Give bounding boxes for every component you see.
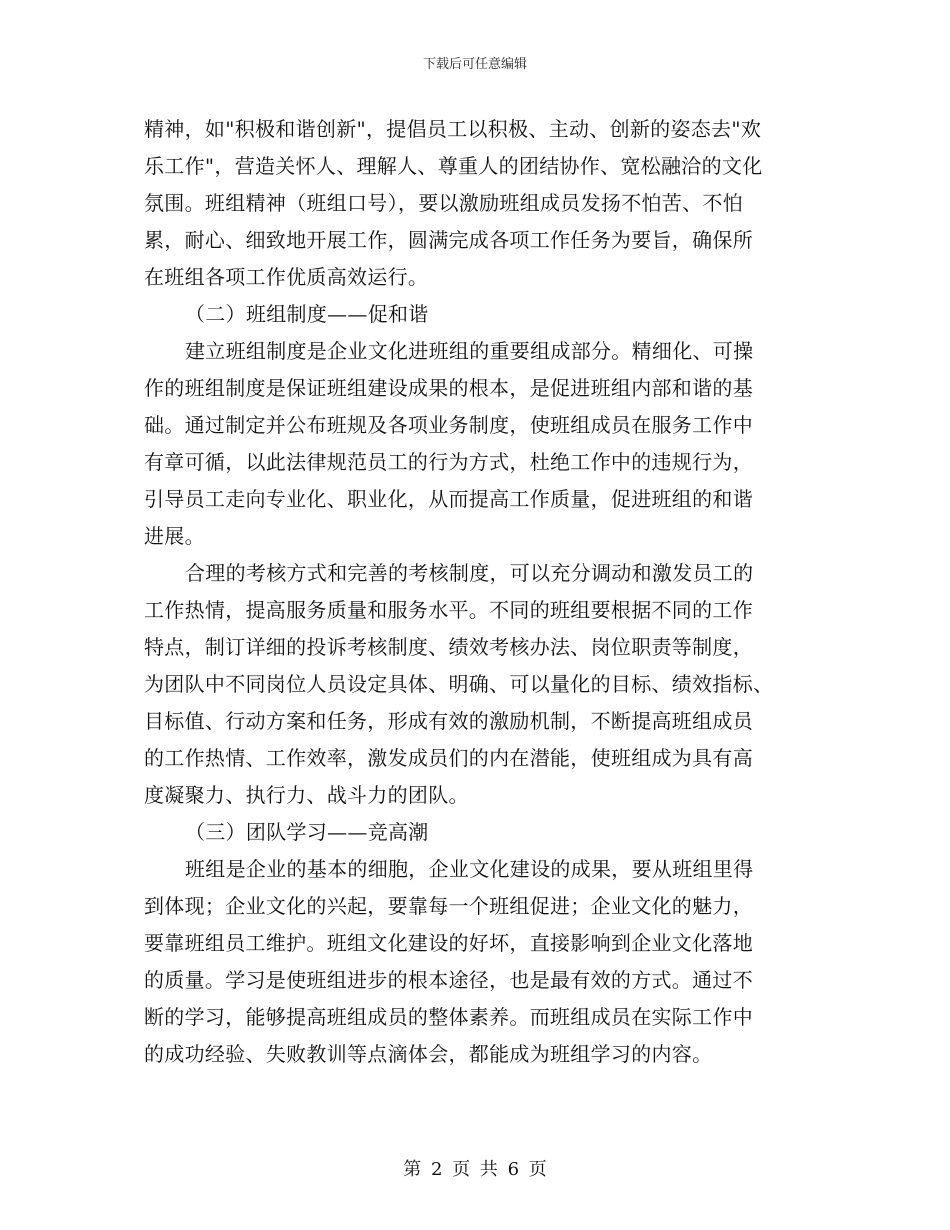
section-heading: （二）班组制度——促和谐: [185, 302, 429, 326]
paragraph-line: 氛围。班组精神（班组口号），要以激励班组成员发扬不怕苦、不怕: [144, 191, 743, 215]
paragraph-line: 作的班组制度是保证班组建设成果的根本，是促进班组内部和谐的基: [144, 376, 753, 400]
paragraph-line: 到体现；企业文化的兴起，要靠每一个班组促进；企业文化的魅力，: [144, 894, 753, 918]
paragraph-line: 乐工作"，营造关怀人、理解人、尊重人的团结协作、宽松融洽的文化: [144, 154, 763, 178]
paragraph-line: 在班组各项工作优质高效运行。: [144, 265, 429, 289]
document-body: [144, 111, 809, 1073]
paragraph-line: 础。通过制定并公布班规及各项业务制度，使班组成员在服务工作中: [144, 413, 753, 437]
paragraph-line: 有章可循，以此法律规范员工的行为方式，杜绝工作中的违规行为，: [144, 450, 753, 474]
paragraph-line: 的工作热情、工作效率，激发成员们的内在潜能，使班组成为具有高: [144, 746, 753, 770]
paragraph-line: 度凝聚力、执行力、战斗力的团队。: [144, 783, 469, 807]
paragraph-line: 合理的考核方式和完善的考核制度，可以充分调动和激发员工的: [185, 561, 754, 585]
section-heading: （三）团队学习——竞高潮: [185, 820, 429, 844]
paragraph-line: 工作热情，提高服务质量和服务水平。不同的班组要根据不同的工作: [144, 598, 753, 622]
paragraph-line: 班组是企业的基本的细胞，企业文化建设的成果，要从班组里得: [185, 857, 754, 881]
paragraph-line: 特点，制订详细的投诉考核制度、绩效考核办法、岗位职责等制度，: [144, 635, 753, 659]
paragraph-line: 的质量。学习是使班组进步的根本途径，也是最有效的方式。通过不: [144, 968, 753, 992]
paragraph-line: 建立班组制度是企业文化进班组的重要组成部分。精细化、可操: [185, 339, 754, 363]
paragraph-line: 累，耐心、细致地开展工作，圆满完成各项工作任务为要旨，确保所: [144, 228, 753, 252]
paragraph-line: 的成功经验、失败教训等点滴体会，都能成为班组学习的内容。: [144, 1042, 713, 1066]
paragraph-line: 断的学习，能够提高班组成员的整体素养。而班组成员在实际工作中: [144, 1005, 753, 1029]
paragraph-line: 目标值、行动方案和任务，形成有效的激励机制，不断提高班组成员: [144, 709, 753, 733]
page-header: 下载后可任意编辑: [422, 57, 527, 72]
paragraph-line: 引导员工走向专业化、职业化，从而提高工作质量，促进班组的和谐: [144, 487, 753, 511]
paragraph-line: 进展。: [144, 524, 205, 548]
page-number-footer: 第 2 页 共 6 页: [403, 1159, 547, 1180]
paragraph-line: 要靠班组员工维护。班组文化建设的好坏，直接影响到企业文化落地: [144, 931, 753, 955]
paragraph-line: 精神，如"积极和谐创新"，提倡员工以积极、主动、创新的姿态去"欢: [144, 117, 762, 141]
paragraph-line: 为团队中不同岗位人员设定具体、明确、可以量化的目标、绩效指标、: [144, 672, 774, 696]
